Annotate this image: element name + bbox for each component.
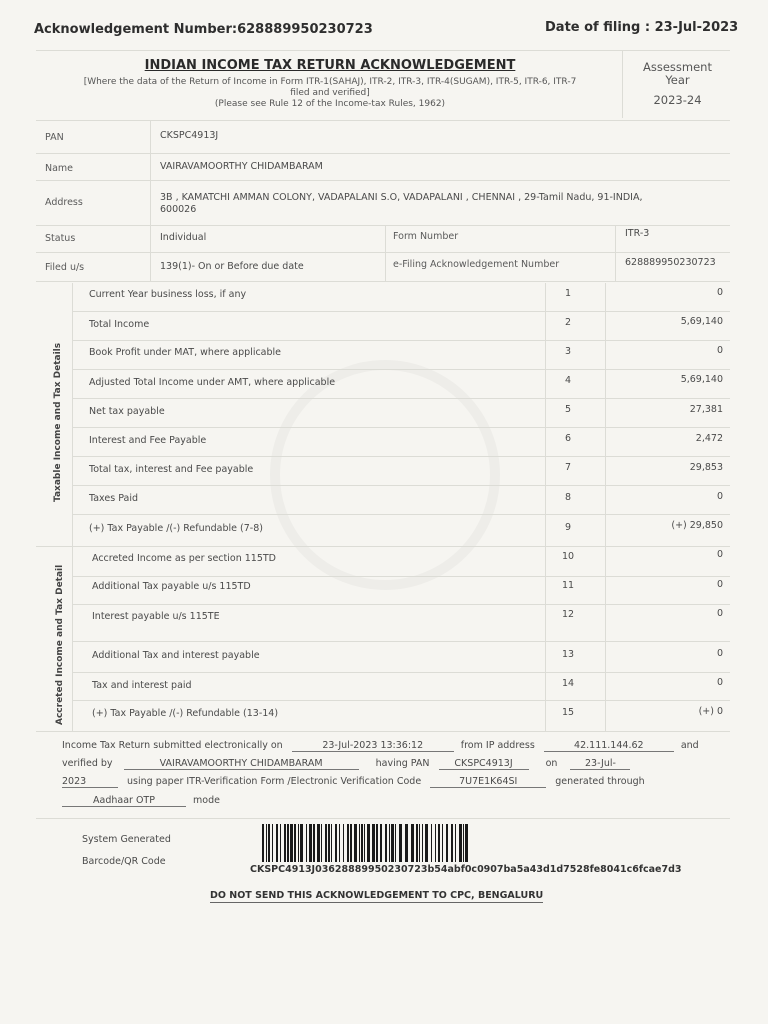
details-line-1	[36, 120, 730, 121]
barcode-bar	[268, 824, 270, 862]
verification-line-1	[62, 740, 722, 752]
verification-text: using paper ITR-Verification Form /Electronic Verification Code	[127, 776, 422, 787]
assessment-year-label-2: Year	[665, 73, 690, 87]
barcode-bar	[446, 824, 448, 862]
verification-text: on	[545, 758, 558, 769]
ack-number: 628889950230723	[237, 22, 373, 37]
details-line-6	[36, 281, 730, 282]
barcode-bar	[280, 824, 281, 862]
verification-text: Income Tax Return submitted electronically on	[62, 740, 283, 751]
table-row-divider	[72, 427, 730, 428]
table-row-divider	[72, 456, 730, 457]
details-col-2	[385, 225, 386, 281]
footer-top-line	[36, 818, 730, 819]
table-row-divider	[72, 576, 730, 577]
table-row-divider	[72, 340, 730, 341]
barcode-bar	[272, 824, 273, 862]
address-label: Address	[45, 197, 83, 208]
row-value: 0	[716, 648, 723, 659]
row-number: 15	[561, 707, 575, 718]
evc-code: 7U7E1K64SI	[430, 776, 546, 788]
verification-text: generated through	[555, 776, 645, 787]
verification-line-4	[62, 795, 220, 807]
row-label: Book Profit under MAT, where applicable	[89, 347, 282, 358]
status-value: Individual	[160, 232, 207, 243]
table-bottom-line	[36, 731, 730, 732]
verifier-name: VAIRAVAMOORTHY CHIDAMBARAM	[124, 758, 359, 770]
filed-us-label: Filed u/s	[45, 262, 85, 273]
table-col-no	[545, 283, 546, 731]
barcode-bar	[451, 824, 453, 862]
barcode-bar	[385, 824, 387, 862]
row-label: Interest payable u/s 115TE	[92, 611, 220, 622]
row-label: Net tax payable	[89, 406, 165, 417]
barcode-bar	[350, 824, 352, 862]
barcode-bar	[290, 824, 293, 862]
barcode-bar	[405, 824, 408, 862]
row-value: 29,853	[689, 462, 723, 473]
row-value: 0	[716, 549, 723, 560]
barcode-bar	[411, 824, 414, 862]
header-subtitle-2: filed and verified]	[290, 88, 370, 98]
barcode-bar	[343, 824, 344, 862]
name-label: Name	[45, 163, 74, 174]
barcode-bar	[306, 824, 307, 862]
verification-line-2	[62, 758, 722, 770]
row-number: 10	[561, 551, 575, 562]
barcode-bar	[321, 824, 322, 862]
barcode-bar	[317, 824, 320, 862]
barcode-bar	[419, 824, 420, 862]
row-number: 4	[564, 375, 572, 386]
details-line-4	[36, 225, 730, 226]
system-generated-label: System Generated	[82, 834, 171, 845]
barcode-bar	[309, 824, 312, 862]
row-value: 0	[716, 608, 723, 619]
filing-label: Date of filing :	[545, 20, 655, 35]
efiling-ack-value: 628889950230723	[625, 257, 716, 268]
barcode-qr-label: Barcode/QR Code	[82, 856, 166, 867]
row-number: 9	[564, 522, 572, 533]
row-value: 2,472	[695, 433, 723, 444]
submission-datetime: 23-Jul-2023 13:36:12	[292, 740, 454, 752]
header-subtitle-1: [Where the data of the Return of Income in Form ITR-1(SAHAJ), ITR-2, ITR-3, ITR-4(SUGAM), ITR-5, ITR-6, ITR-7	[83, 77, 577, 87]
details-line-5	[36, 252, 730, 253]
row-label: (+) Tax Payable /(-) Refundable (7-8)	[89, 523, 263, 534]
verification-date-year: 2023	[62, 776, 118, 788]
barcode-bar	[465, 824, 468, 862]
row-number: 11	[561, 580, 575, 591]
barcode-bar	[335, 824, 337, 862]
verification-text: mode	[193, 795, 220, 806]
barcode-bar	[300, 824, 303, 862]
barcode-bar	[347, 824, 349, 862]
row-label: Total Income	[89, 319, 150, 330]
document-title: INDIAN INCOME TAX RETURN ACKNOWLEDGEMENT	[144, 58, 516, 73]
table-row-divider	[72, 369, 730, 370]
row-value: 0	[716, 287, 723, 298]
row-label: Additional Tax payable u/s 115TD	[92, 581, 251, 592]
emblem-watermark	[270, 360, 500, 590]
ip-address: 42.111.144.62	[544, 740, 674, 752]
row-value: 5,69,140	[680, 374, 723, 385]
barcode-bar	[298, 824, 299, 862]
row-number: 12	[561, 609, 575, 620]
barcode-bar	[294, 824, 296, 862]
table-row-divider	[72, 514, 730, 515]
barcode-bar	[262, 824, 264, 862]
barcode-bar	[455, 824, 456, 862]
header-top-line	[36, 50, 730, 51]
verification-date: 23-Jul-	[570, 758, 630, 770]
barcode-bar	[364, 824, 365, 862]
verification-mode: Aadhaar OTP	[62, 795, 186, 807]
row-value: 0	[716, 345, 723, 356]
row-value: (+) 0	[698, 706, 723, 717]
barcode-bar	[287, 824, 289, 862]
barcode-bar	[331, 824, 332, 862]
table-row-divider	[72, 672, 730, 673]
table-row-divider	[72, 311, 730, 312]
section-taxable-income: Taxable Income and Tax Details	[53, 342, 63, 502]
row-value: 27,381	[689, 404, 723, 415]
barcode-bar	[266, 824, 267, 862]
barcode-bar	[435, 824, 436, 862]
table-section-divider	[72, 283, 73, 731]
assessment-year-value: 2023-24	[653, 93, 702, 107]
barcode-bar	[354, 824, 357, 862]
row-label: Current Year business loss, if any	[89, 289, 247, 300]
row-label: Accreted Income as per section 115TD	[92, 553, 276, 564]
verification-text: verified by	[62, 758, 113, 769]
row-number: 3	[564, 346, 572, 357]
barcode-bar	[380, 824, 382, 862]
barcode-bar	[276, 824, 278, 862]
barcode-bar	[425, 824, 428, 862]
filing-date: 23-Jul-2023	[654, 20, 739, 35]
row-number: 5	[564, 404, 572, 415]
section-separator	[36, 546, 730, 547]
name-value: VAIRAVAMOORTHY CHIDAMBARAM	[160, 161, 323, 172]
address-line-2: 600026	[160, 204, 197, 215]
row-label: Adjusted Total Income under AMT, where applicable	[89, 377, 336, 388]
table-row-divider	[72, 700, 730, 701]
address-line-1: 3B , KAMATCHI AMMAN COLONY, VADAPALANI S.O, VADAPALANI , CHENNAI , 29-Tamil Nadu, 91-INDIA,	[160, 192, 643, 203]
details-col-1	[150, 120, 151, 281]
barcode-bar	[361, 824, 363, 862]
barcode-bar	[339, 824, 340, 862]
table-row-divider	[72, 398, 730, 399]
barcode-bar	[442, 824, 443, 862]
barcode-image	[262, 824, 472, 862]
cpc-notice: DO NOT SEND THIS ACKNOWLEDGEMENT TO CPC, BENGALURU	[210, 890, 544, 901]
status-label: Status	[45, 233, 76, 244]
details-col-3	[615, 225, 616, 281]
row-number: 7	[564, 462, 572, 473]
assessment-year-label: Assessment	[643, 60, 712, 74]
barcode-bar	[459, 824, 462, 862]
verification-text: having PAN	[375, 758, 430, 769]
barcode-bar	[389, 824, 390, 862]
barcode-bar	[328, 824, 330, 862]
ack-label: Acknowledgement Number:	[34, 22, 238, 37]
pan-value: CKSPC4913J	[160, 130, 219, 141]
barcode-bar	[463, 824, 464, 862]
header-subtitle-3: (Please see Rule 12 of the Income-tax Rules, 1962)	[214, 99, 446, 109]
barcode-bar	[372, 824, 375, 862]
pan-label: PAN	[45, 132, 64, 143]
row-label: Total tax, interest and Fee payable	[89, 464, 254, 475]
barcode-bar	[313, 824, 315, 862]
row-number: 14	[561, 678, 575, 689]
barcode-bar	[422, 824, 423, 862]
acknowledgement-number	[34, 22, 373, 37]
row-label: Tax and interest paid	[92, 680, 192, 691]
row-value: 0	[716, 677, 723, 688]
row-label: (+) Tax Payable /(-) Refundable (13-14)	[92, 708, 279, 719]
barcode-bar	[391, 824, 394, 862]
details-line-3	[36, 180, 730, 181]
row-number: 8	[564, 492, 572, 503]
form-number-label: Form Number	[393, 231, 459, 242]
barcode-bar	[416, 824, 418, 862]
verification-text: and	[680, 740, 699, 751]
header-divider	[622, 50, 623, 118]
row-value: (+) 29,850	[671, 520, 723, 531]
barcode-bar	[359, 824, 360, 862]
verification-line-3	[62, 776, 722, 788]
row-number: 1	[564, 288, 572, 299]
row-number: 13	[561, 649, 575, 660]
table-row-divider	[72, 485, 730, 486]
barcode-bar	[438, 824, 440, 862]
verifier-pan: CKSPC4913J	[439, 758, 529, 770]
table-row-divider	[72, 641, 730, 642]
barcode-bar	[367, 824, 370, 862]
table-row-divider	[72, 604, 730, 605]
barcode-bar	[395, 824, 396, 862]
efiling-ack-label: e-Filing Acknowledgement Number	[393, 259, 560, 270]
details-line-2	[36, 153, 730, 154]
row-label: Taxes Paid	[89, 493, 138, 504]
filed-us-value: 139(1)- On or Before due date	[160, 261, 304, 272]
barcode-text: CKSPC4913J03628889950230723b54abf0c0907ba5a43d1d7528fe8041c6fcae7d3	[250, 864, 682, 875]
section-accreted-income: Accreted Income and Tax Detail	[55, 564, 65, 725]
form-number-value: ITR-3	[625, 228, 650, 239]
row-number: 6	[564, 433, 572, 444]
row-value: 5,69,140	[680, 316, 723, 327]
row-label: Interest and Fee Payable	[89, 435, 207, 446]
barcode-bar	[284, 824, 286, 862]
row-value: 0	[716, 491, 723, 502]
row-number: 2	[564, 317, 572, 328]
date-of-filing	[545, 20, 738, 35]
barcode-bar	[325, 824, 327, 862]
row-value: 0	[716, 579, 723, 590]
barcode-bar	[431, 824, 432, 862]
barcode-bar	[399, 824, 402, 862]
barcode-bar	[376, 824, 378, 862]
row-label: Additional Tax and interest payable	[92, 650, 260, 661]
verification-text: from IP address	[460, 740, 535, 751]
